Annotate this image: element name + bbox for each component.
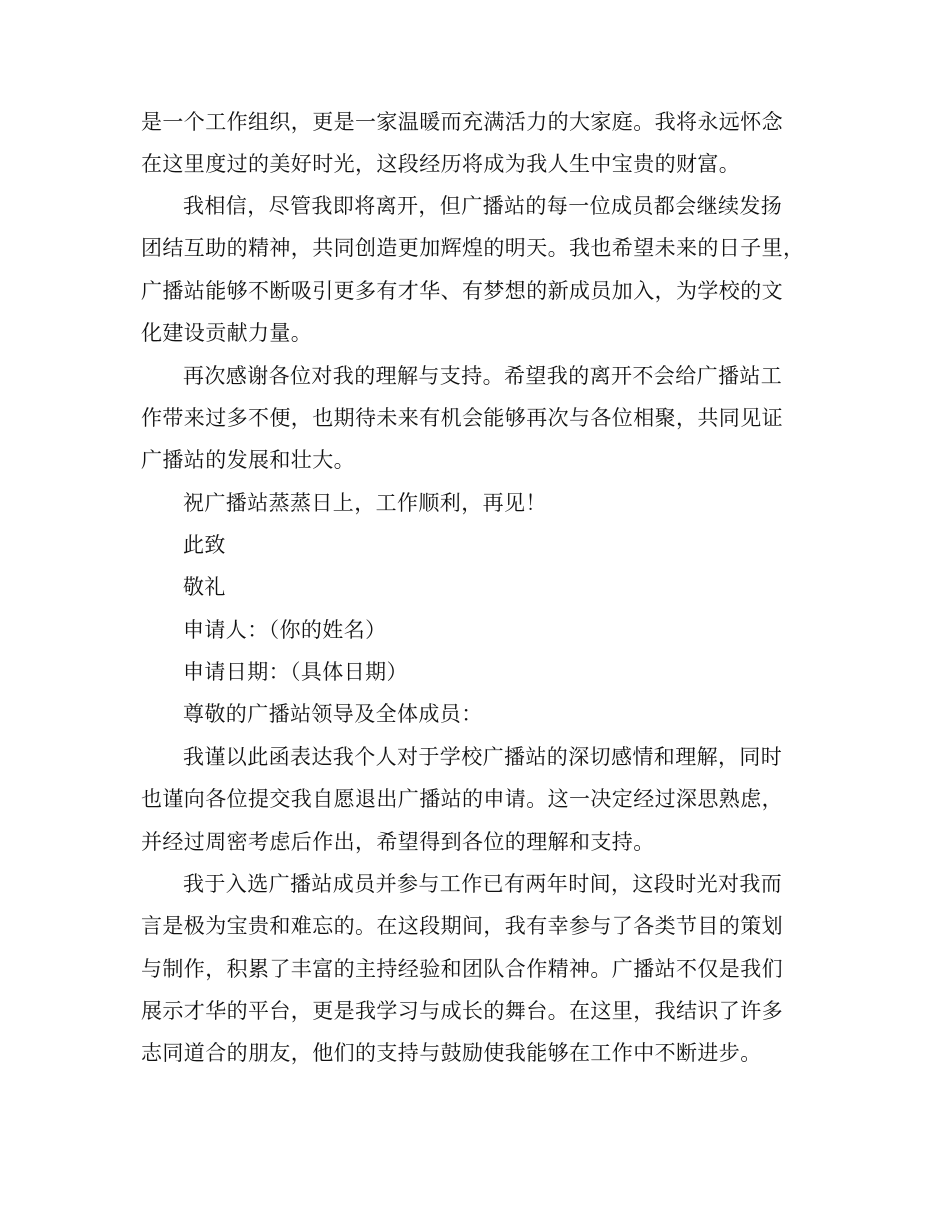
text-line: 是一个工作组织，更是一家温暖而充满活力的大家庭。我将永远怀念 [141, 110, 783, 134]
text-line: 广播站能够不断吸引更多有才华、有梦想的新成员加入，为学校的文 [141, 279, 783, 303]
text-line: 作带来过多不便，也期待未来有机会能够再次与各位相聚，共同见证 [141, 406, 783, 430]
paragraph-start-line: 再次感谢各位对我的理解与支持。希望我的离开不会给广播站工 [183, 364, 783, 388]
paragraph-start-line: 我于入选广播站成员并参与工作已有两年时间，这段时光对我而 [183, 872, 783, 896]
closing-wish-line: 祝广播站蒸蒸日上，工作顺利，再见！ [183, 491, 547, 515]
text-line: 化建设贡献力量。 [141, 321, 313, 345]
salutation-line: 敬礼 [183, 575, 226, 599]
text-line: 并经过周密考虑后作出，希望得到各位的理解和支持。 [141, 830, 655, 854]
paragraph-start-line: 我谨以此函表达我个人对于学校广播站的深切感情和理解，同时 [183, 745, 783, 769]
text-line: 也谨向各位提交我自愿退出广播站的申请。这一决定经过深思熟虑， [141, 787, 783, 811]
text-line: 与制作，积累了丰富的主持经验和团队合作精神。广播站不仅是我们 [141, 957, 783, 981]
text-line: 展示才华的平台，更是我学习与成长的舞台。在这里，我结识了许多 [141, 999, 783, 1023]
paragraph-start-line: 我相信，尽管我即将离开，但广播站的每一位成员都会继续发扬 [183, 194, 783, 218]
applicant-line: 申请人：（你的姓名） [183, 618, 387, 642]
greeting-line: 尊敬的广播站领导及全体成员： [183, 702, 483, 726]
text-line: 在这里度过的美好时光，这段经历将成为我人生中宝贵的财富。 [141, 152, 741, 176]
text-line: 广播站的发展和壮大。 [141, 448, 355, 472]
text-line: 言是极为宝贵和难忘的。在这段期间，我有幸参与了各类节目的策划 [141, 914, 783, 938]
date-line: 申请日期：（具体日期） [183, 660, 408, 684]
text-line: 志同道合的朋友，他们的支持与鼓励使我能够在工作中不断进步。 [141, 1041, 762, 1065]
salutation-line: 此致 [183, 533, 226, 557]
text-line: 团结互助的精神，共同创造更加辉煌的明天。我也希望未来的日子里， [141, 236, 805, 260]
